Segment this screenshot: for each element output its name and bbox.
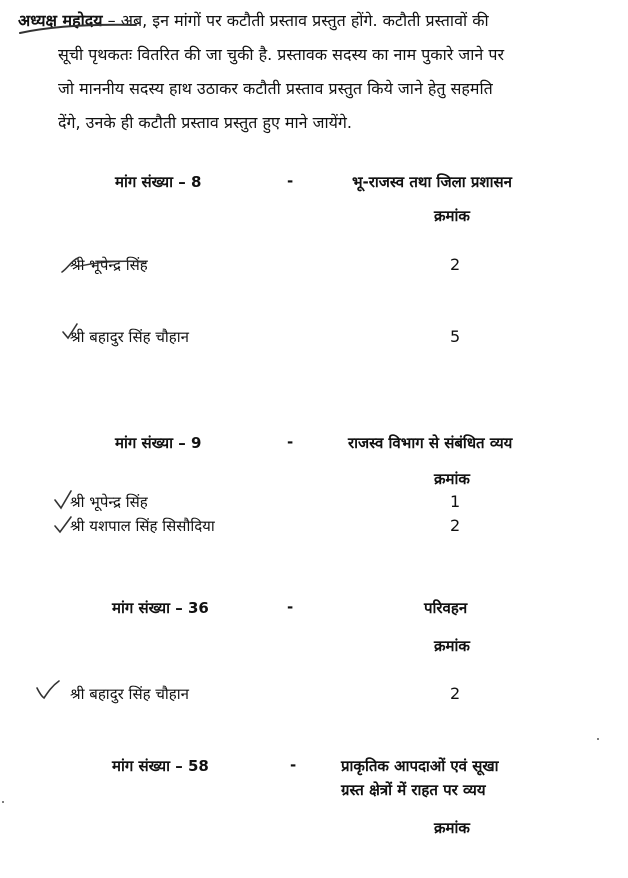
demand-36-label: मांग संख्या – 36 xyxy=(112,599,209,617)
demand-9-dash: - xyxy=(287,433,294,451)
intro-line-2: सूची पृथकतः वितरित की जा चुकी है. प्रस्तावक सदस्य का नाम पुकारे जाने पर xyxy=(58,45,504,64)
demand-36-department: परिवहन xyxy=(424,599,468,617)
intro-line-1 xyxy=(18,4,614,38)
handwritten-tick-mark xyxy=(34,678,62,702)
demand-9-member-2-name: श्री यशपाल सिंह सिसौदिया xyxy=(70,517,215,535)
demand-8-member-2-serial: 5 xyxy=(450,327,461,346)
demand-9-kramank-heading: क्रमांक xyxy=(434,470,470,488)
demand-8-member-1-name: श्री भूपेन्द्र सिंह xyxy=(70,256,148,274)
demand-36-member-1-name: श्री बहादुर सिंह चौहान xyxy=(70,685,189,703)
demand-58-department-line-1: प्राकृतिक आपदाओं एवं सूखा xyxy=(341,757,499,775)
demand-8-kramank-heading: क्रमांक xyxy=(434,207,470,225)
intro-line-3: जो माननीय सदस्य हाथ उठाकर कटौती प्रस्ताव प्रस्तुत किये जाने हेतु सहमति xyxy=(58,79,493,98)
demand-9-department: राजस्व विभाग से संबंधित व्यय xyxy=(348,434,513,452)
demand-8-label: मांग संख्या – 8 xyxy=(115,173,202,191)
demand-8-member-1-serial: 2 xyxy=(450,255,461,274)
demand-36-member-1-serial: 2 xyxy=(450,684,461,703)
demand-9-member-1-name: श्री भूपेन्द्र सिंह xyxy=(70,493,148,511)
demand-58-label: मांग संख्या – 58 xyxy=(112,757,209,775)
demand-36-kramank-heading: क्रमांक xyxy=(434,637,470,655)
demand-36-dash: - xyxy=(287,598,294,616)
intro-line-1-text: – अब, इन मांगों पर कटौती प्रस्ताव प्रस्तुत होंगे. कटौती प्रस्तावों की xyxy=(102,11,489,30)
speaker-name: अध्यक्ष महोदय xyxy=(18,11,103,30)
demand-8-department: भू-राजस्व तथा जिला प्रशासन xyxy=(352,173,512,191)
intro-paragraph xyxy=(18,4,614,140)
demand-8-member-2-name: श्री बहादुर सिंह चौहान xyxy=(70,328,189,346)
demand-8-dash: - xyxy=(287,172,294,190)
demand-9-member-1-serial: 1 xyxy=(450,492,461,511)
demand-58-kramank-heading: क्रमांक xyxy=(434,819,470,837)
demand-9-label: मांग संख्या – 9 xyxy=(115,434,202,452)
demand-58-dash: - xyxy=(290,756,297,774)
demand-58-department-line-2: ग्रस्त क्षेत्रों में राहत पर व्यय xyxy=(341,781,486,799)
demand-9-member-2-serial: 2 xyxy=(450,516,461,535)
intro-line-4: देंगे, उनके ही कटौती प्रस्ताव प्रस्तुत हुए माने जायेंगे. xyxy=(58,113,352,132)
scan-speck xyxy=(597,738,599,740)
scan-speck xyxy=(2,801,4,803)
